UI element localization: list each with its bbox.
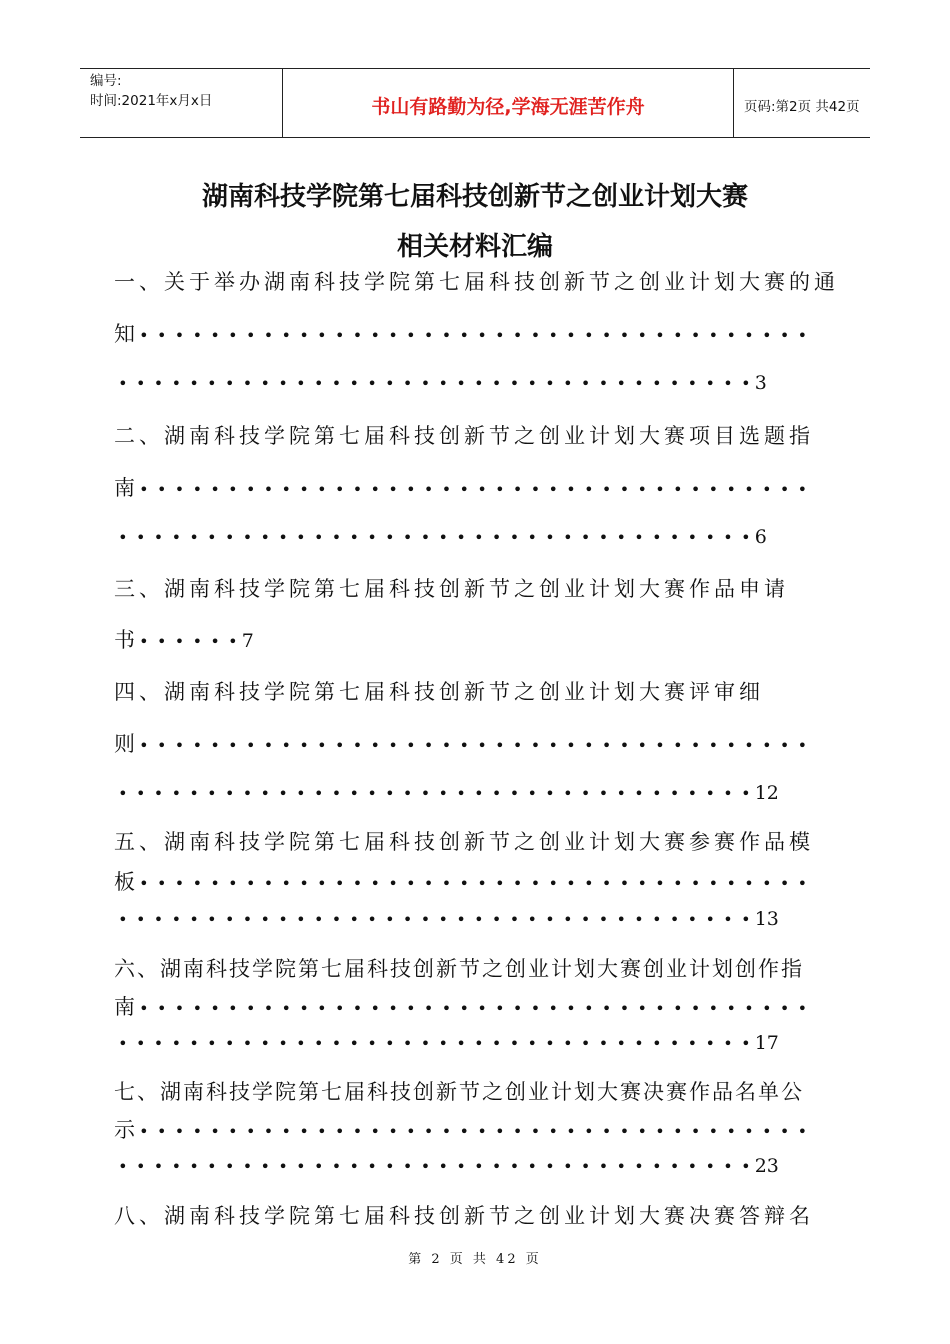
header-page-info: 页码:第2页 共42页 (744, 99, 860, 115)
document-number-label: 编号: (90, 73, 122, 89)
leader-dots: • • • • • • • • • • • • • • • • • • • • • • • • • • • • • • • • • • • • • • (139, 1122, 808, 1141)
toc-entry-4-page-line (114, 780, 838, 804)
toc-entry-1-leader (114, 318, 838, 348)
toc-entry-6-page: 17 (754, 1032, 779, 1054)
header-motto: 书山有路勤为径,学海无涯苦作舟 (282, 69, 734, 137)
toc-entry-5-page-line (114, 906, 838, 930)
toc-entry-4[interactable]: 四、湖南科技学院第七届科技创新节之创业计划大赛评审细 (114, 680, 764, 704)
document-subtitle: 相关材料汇编 (396, 232, 553, 262)
header-meta (80, 69, 282, 137)
toc-entry-5-leader (114, 866, 838, 896)
toc-entry-4-page: 12 (754, 782, 779, 804)
toc-entry-3-page: 7 (241, 630, 254, 652)
toc-entry-2-page-line (114, 524, 838, 548)
toc-entry-1-lead: 知 (114, 322, 135, 346)
toc-entry-7-leader (114, 1114, 838, 1144)
leader-dots: • • • • • • • • • • • • • • • • • • • • • • • • • • • • • • • • • • • • • • (139, 480, 808, 499)
leader-dots: • • • • • • • • • • • • • • • • • • • • • • • • • • • • • • • • • • • • • • (139, 326, 808, 345)
toc-entry-4-lead: 则 (114, 732, 135, 756)
toc-entry-3-lead: 书 (114, 628, 135, 652)
toc-entry-7-page-line (114, 1153, 838, 1177)
leader-dots: • • • • • • • • • • • • • • • • • • • • • • • • • • • • • • • • • • • • (118, 910, 751, 929)
leader-dots: • • • • • • • • • • • • • • • • • • • • • • • • • • • • • • • • • • • • • • (139, 874, 808, 893)
toc-entry-6-page-line (114, 1030, 838, 1054)
toc-entry-6-lead: 南 (114, 995, 135, 1019)
toc-entry-5-page: 13 (754, 908, 779, 930)
toc-entry-2[interactable]: 二、湖南科技学院第七届科技创新节之创业计划大赛项目选题指 (114, 424, 814, 448)
toc-entry-3-leader (114, 624, 838, 654)
toc-entry-1-page: 3 (754, 372, 767, 394)
toc-entry-2-page: 6 (754, 526, 767, 548)
toc-entry-7[interactable]: 七、湖南科技学院第七届科技创新节之创业计划大赛决赛作品名单公 (114, 1080, 804, 1104)
toc-entry-4-leader (114, 728, 838, 758)
leader-dots: • • • • • • • • • • • • • • • • • • • • • • • • • • • • • • • • • • • • • • (139, 736, 808, 755)
document-title: 湖南科技学院第七届科技创新节之创业计划大赛 (201, 182, 748, 212)
toc-entry-1-page-line (114, 370, 838, 394)
leader-dots: • • • • • • • • • • • • • • • • • • • • • • • • • • • • • • • • • • • • (118, 1034, 751, 1053)
toc-entry-2-leader (114, 472, 838, 502)
toc-entry-5[interactable]: 五、湖南科技学院第七届科技创新节之创业计划大赛参赛作品模 (114, 830, 814, 854)
document-time: 时间:2021年x月x日 (90, 93, 213, 109)
leader-dots: • • • • • • • • • • • • • • • • • • • • • • • • • • • • • • • • • • • • (118, 784, 751, 803)
page-footer: 第 2 页 共 42 页 (408, 1252, 542, 1267)
leader-dots: • • • • • • (139, 632, 238, 651)
toc-entry-7-page: 23 (754, 1155, 779, 1177)
leader-dots: • • • • • • • • • • • • • • • • • • • • • • • • • • • • • • • • • • • • (118, 528, 751, 547)
toc-entry-6-leader (114, 991, 838, 1021)
toc-entry-5-lead: 板 (114, 870, 135, 894)
toc-entry-7-lead: 示 (114, 1118, 135, 1142)
toc-entry-1[interactable]: 一、关于举办湖南科技学院第七届科技创新节之创业计划大赛的通 (114, 270, 839, 294)
toc-entry-2-lead: 南 (114, 476, 135, 500)
leader-dots: • • • • • • • • • • • • • • • • • • • • • • • • • • • • • • • • • • • • (118, 1157, 751, 1176)
page-header (80, 68, 870, 138)
toc-entry-3[interactable]: 三、湖南科技学院第七届科技创新节之创业计划大赛作品申请 (114, 577, 789, 601)
leader-dots: • • • • • • • • • • • • • • • • • • • • • • • • • • • • • • • • • • • • • • (139, 999, 808, 1018)
toc-entry-6[interactable]: 六、湖南科技学院第七届科技创新节之创业计划大赛创业计划创作指 (114, 957, 804, 981)
toc-entry-8[interactable]: 八、湖南科技学院第七届科技创新节之创业计划大赛决赛答辩名 (114, 1204, 814, 1228)
leader-dots: • • • • • • • • • • • • • • • • • • • • • • • • • • • • • • • • • • • • (118, 374, 751, 393)
